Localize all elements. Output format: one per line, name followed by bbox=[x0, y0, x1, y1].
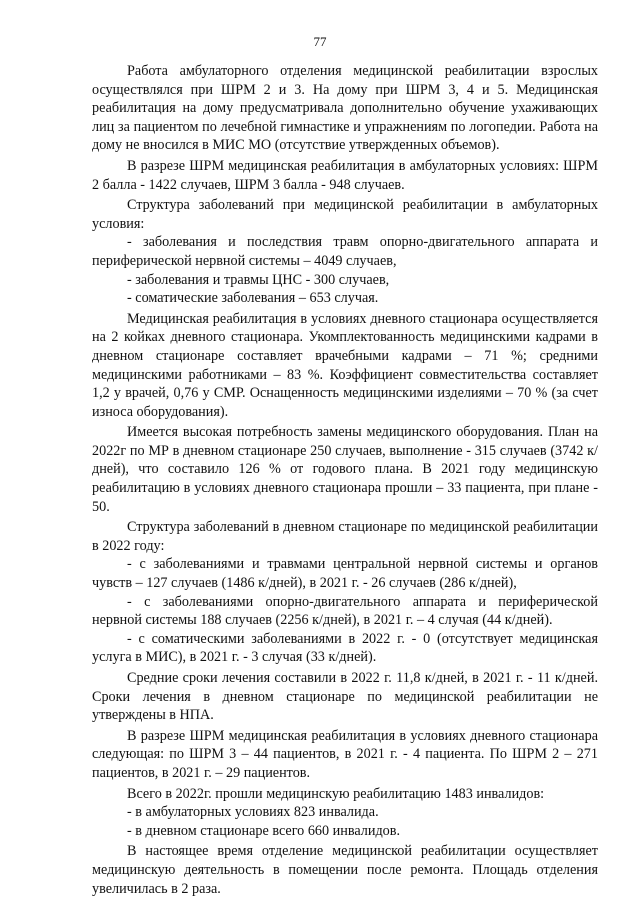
list-item: - в амбулаторных условиях 823 инвалида. bbox=[127, 804, 379, 821]
paragraph-outpatient-work: Работа амбулаторного отделения медицинской реабилитации взрослых осуществлялся при ШРМ 2 и 3. На дому при ШРМ 3, 4 и 5. Медицинская реабилитация на дому предусматривала дополнительно обучение ухаживающих лиц за пациентом по лечебной гимнастике и упражнениям по логопедии. Работа на дому не вносился в МИС МО (отсутствие утвержденных объемов). bbox=[92, 63, 598, 154]
paragraph-day-hospital-shrm: В разрезе ШРМ медицинская реабилитация в условиях дневного стационара следующая: по ШРМ 3 – 44 пациентов, в 2021 г. - 4 пациента. По ШРМ 2 – 271 пациентов, в 2021 г. – 29 пациентов. bbox=[92, 727, 598, 781]
paragraph-disabled-total: Всего в 2022г. прошли медицинскую реабилитацию 1483 инвалидов: bbox=[127, 785, 545, 802]
list-item: - с заболеваниями и травмами центральной нервной системы и органов чувств – 127 случаев (1486 к/дней), в 2021 г. - 26 случаев (286 к/дней), bbox=[92, 556, 598, 592]
body-text bbox=[92, 62, 598, 898]
list-item: - заболевания и травмы ЦНС - 300 случаев, bbox=[127, 271, 390, 288]
list-item: - в дневном стационаре всего 660 инвалидов. bbox=[127, 822, 401, 839]
list-item: - с соматическими заболеваниями в 2022 г. - 0 (отсутствует медицинская услуга в МИС), в 2021 г. - 3 случая (33 к/дней). bbox=[92, 630, 598, 666]
paragraph-department-status: В настоящее время отделение медицинской реабилитации осуществляет медицинскую деятельность в помещении после ремонта. Площадь отделения увеличилась в 2 раза. bbox=[92, 843, 598, 897]
list-item: - заболевания и последствия травм опорно-двигательного аппарата и периферической нервной системы – 4049 случаев, bbox=[92, 234, 598, 269]
list-item: - соматические заболевания – 653 случая. bbox=[127, 290, 379, 307]
list-item: - с заболеваниями опорно-двигательного аппарата и периферической нервной системы 188 случаев (2256 к/дней), в 2021 г. – 4 случая (44 к/дней). bbox=[92, 593, 598, 629]
paragraph-outpatient-structure-heading: Структура заболеваний при медицинской реабилитации в амбулаторных условия: bbox=[92, 197, 598, 232]
paragraph-equipment-need: Имеется высокая потребность замены медицинского оборудования. План на 2022г по МР в дневном стационаре 250 случаев, выполнение - 315 случаев (3742 к/дней), что составило 126 % от годового плана. В 2021 году медицинскую реабилитацию в условиях дневного стационара прошли – 33 пациента, при плане - 50. bbox=[92, 424, 598, 515]
paragraph-outpatient-shrm: В разрезе ШРМ медицинская реабилитация в амбулаторных условиях: ШРМ 2 балла - 1422 случаев, ШРМ 3 балла - 948 случаев. bbox=[92, 157, 598, 193]
page-number: 77 bbox=[313, 34, 327, 49]
paragraph-day-hospital-structure-heading: Структура заболеваний в дневном стационаре по медицинской реабилитации в 2022 году: bbox=[92, 519, 598, 554]
paragraph-treatment-terms: Средние сроки лечения составили в 2022 г. 11,8 к/дней, в 2021 г. - 11 к/дней. Сроки лечения в дневном стационаре по медицинской реабилитации не утверждены в НПА. bbox=[92, 670, 598, 724]
paragraph-day-hospital: Медицинская реабилитация в условиях дневного стационара осуществляется на 2 койках дневного стационара. Укомплектованность медицинскими кадрами в дневном стационаре составляет врачебными кадрами – 71 %; средними медицинскими работниками – 83 %. Коэффициент совместительства составляет 1,2 у врачей, 0,76 у СМР. Оснащенность медицинскими изделиями – 70 % (за счет износа оборудования). bbox=[92, 310, 598, 420]
